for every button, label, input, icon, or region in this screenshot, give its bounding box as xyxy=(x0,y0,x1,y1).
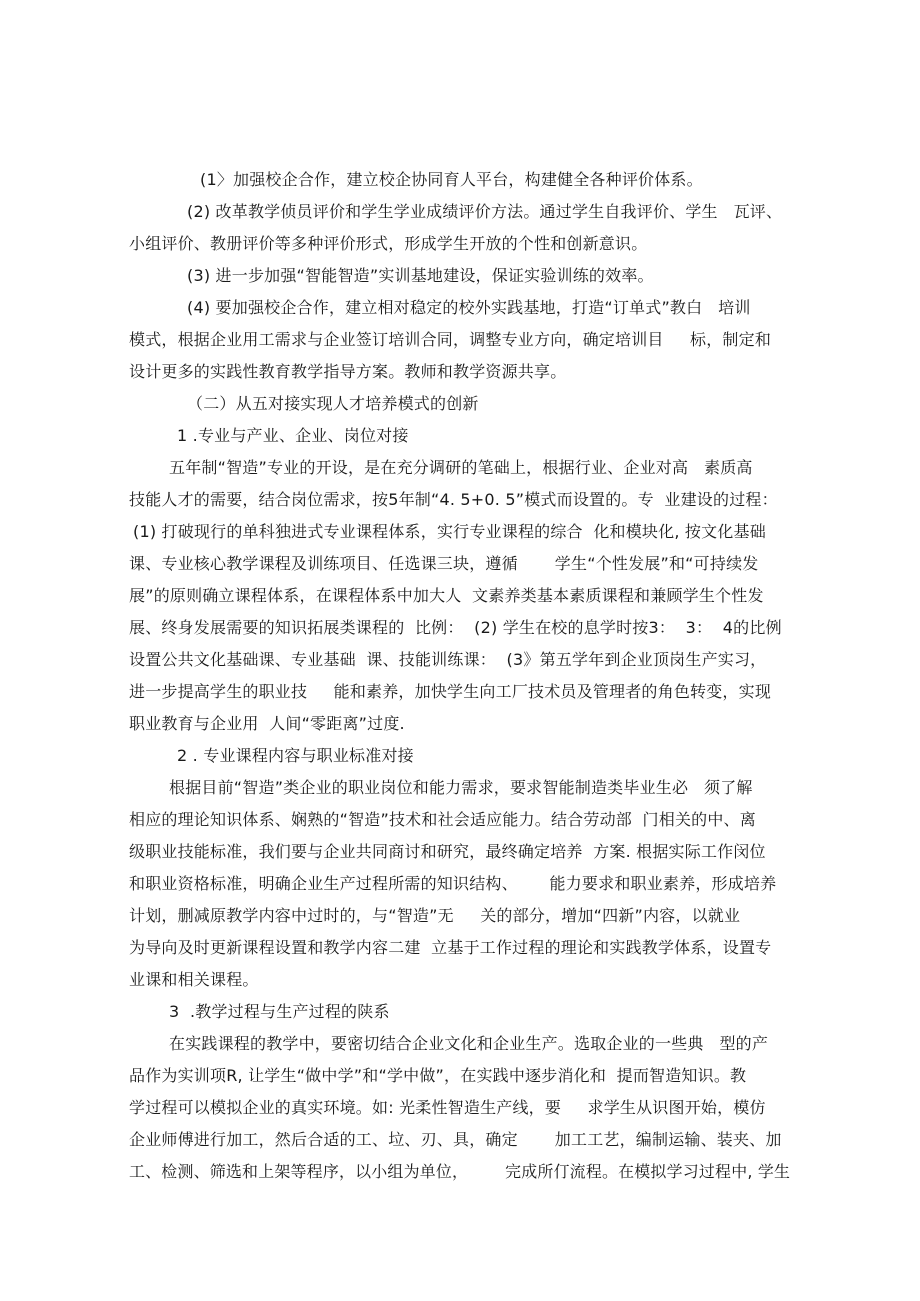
text-line: 为导向及时更新课程设置和教学内容二建 立基于工作过程的理论和实践教学体系，设置专 xyxy=(129,938,772,957)
text-line: (1〉加强校企合作，建立校企协同育人平台，构建健全各种评价体系。 xyxy=(200,170,703,189)
text-line: 设置公共文化基础课、专业基础 课、技能训练课： (3》第五学年到企业顶岗生产实习， xyxy=(129,650,767,669)
text-line: 学过程可以模拟企业的真实环境。如: 光柔性智造生产线，要 求学生从识图开始，模仿 xyxy=(129,1098,766,1117)
text-line: 级职业技能标准，我们要与企业共同商讨和研究，最终确定培养 方案. 根据实际工作闵位 xyxy=(129,842,766,861)
text-line: 课、专业核心教学课程及训练项目、任选课三块，遵循 学生“个性发展”和“可持续发 xyxy=(129,554,759,573)
text-line: 进一步提高学生的职业技 能和素养，加快学生向工厂技术员及管理者的角色转变，实现 xyxy=(129,682,772,701)
text-line: 根据目前“智造”类企业的职业岗位和能力需求，要求智能制造类毕业生必 须了解 xyxy=(169,778,753,797)
text-line: (2) 改革教学侦员评价和学生学业成绩评价方法。通过学生自我评价、学生 瓦评、 xyxy=(187,202,783,221)
text-line: (1) 打破现行的单科独进式专业课程体系，实行专业课程的综合 化和模块化, 按文化基础 xyxy=(133,522,766,541)
text-line: 五年制“智造”专业的开设，是在充分调研的笔础上，根据行业、企业对高 素质高 xyxy=(169,458,753,477)
text-line: 计划，删减原教学内容中过时的，与“智造”无 关的部分，增加“四新”内容，以就业 xyxy=(129,906,741,925)
text-line: （二）从五对接实现人才培养模式的创新 xyxy=(187,394,479,413)
text-line: 模式，根据企业用工需求与企业签订培训合同，调整专业方向，确定培训目 标，制定和 xyxy=(129,330,772,349)
text-line: 业课和相关课程。 xyxy=(129,970,259,989)
text-line: 设计更多的实践性教育教学指导方案。教师和教学资源共享。 xyxy=(129,362,567,381)
text-line: 在实践课程的教学中，要密切结合企业文化和企业生产。选取企业的一些典 型的产 xyxy=(169,1034,769,1053)
text-line: 3 .教学过程与生产过程的陕系 xyxy=(169,1002,390,1021)
text-line: 技能人才的需要，结合岗位需求，按5年制“4. 5+0. 5”模式而设置的。专 业建设的过程： xyxy=(129,490,778,509)
text-line: 职业教育与企业用 人间“零距离”过度. xyxy=(129,714,405,733)
text-line: 品作为实训项R, 让学生“做中学”和“学中做”，在实践中逐步消化和 提而智造知识。教 xyxy=(129,1066,747,1085)
text-line: 企业师傅进行加工，然后合适的工、垃、刃、具，确定 加工工艺，编制运输、装夹、加 xyxy=(129,1130,782,1149)
text-line: (3) 进一步加强“智能智造”实训基地建设，保证实验训练的效率。 xyxy=(187,266,654,285)
text-line: 小组评价、教册评价等多种评价形式，形成学生开放的个性和创新意识。 xyxy=(129,234,648,253)
text-line: 相应的理论知识体系、娴熟的“智造”技术和社会适应能力。结合劳动部 门相关的中、离 xyxy=(129,810,756,829)
text-line: 工、检测、筛选和上架等程序，以小组为单位， 完成所仃流程。在模拟学习过程中, 学生 xyxy=(129,1162,791,1181)
text-line: (4) 要加强校企合作，建立相对稳定的校外实践基地，打造“订单式”教白 培训 xyxy=(187,298,751,317)
text-line: 展”的原则确立课程体系，在课程体系中加大人 文素养类基本素质课程和兼顾学生个性发 xyxy=(129,586,764,605)
text-line: 和职业资格标准，明确企业生产过程所需的知识结构、 能力要求和职业素养，形成培养 xyxy=(129,874,777,893)
text-line: 1 .专业与产业、企业、岗位对接 xyxy=(177,426,409,445)
text-line: 2 . 专业课程内容与职业标准对接 xyxy=(177,746,414,765)
text-line: 展、终身发展需要的知识拓展类课程的 比例： (2) 学生在校的息学时按3： 3： 4的比例 xyxy=(129,618,782,637)
